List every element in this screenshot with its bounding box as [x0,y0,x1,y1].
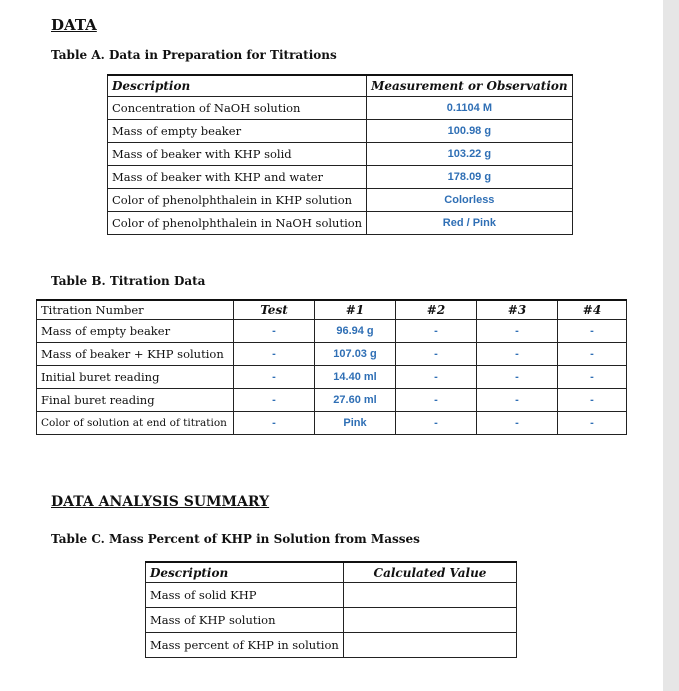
table-cell: Color of phenolphthalein in KHP solution [108,189,367,212]
table-value-cell[interactable]: Colorless [367,189,573,212]
scrollbar-track[interactable] [663,0,679,691]
table-value-cell[interactable]: Pink [315,412,396,435]
table-b-header-1: #1 [315,300,396,320]
table-cell: Mass of empty beaker [37,320,234,343]
table-b [36,299,627,435]
table-a-header-description: Description [108,75,367,97]
table-row [108,166,573,189]
table-value-cell[interactable]: - [558,389,627,412]
table-row [146,633,517,658]
table-row [108,97,573,120]
table-row [37,366,627,389]
table-row [37,343,627,366]
table-row [37,389,627,412]
table-row [146,583,517,608]
table-value-cell[interactable]: - [477,343,558,366]
table-value-cell[interactable]: - [234,412,315,435]
table-value-cell[interactable]: - [396,343,477,366]
table-row [108,189,573,212]
table-cell: Mass of empty beaker [108,120,367,143]
table-b-header-test: Test [234,300,315,320]
table-row [108,212,573,235]
table-b-header-4: #4 [558,300,627,320]
table-value-cell[interactable]: - [558,366,627,389]
table-cell: Mass of beaker + KHP solution [37,343,234,366]
table-value-cell[interactable]: 178.09 g [367,166,573,189]
table-row [108,143,573,166]
table-b-header-3: #3 [477,300,558,320]
table-value-cell[interactable] [344,583,517,608]
table-value-cell[interactable]: 14.40 ml [315,366,396,389]
table-value-cell[interactable]: - [396,366,477,389]
data-heading: DATA [51,16,97,34]
table-value-cell[interactable]: - [558,320,627,343]
table-cell: Color of solution at end of titration [37,412,234,435]
table-value-cell[interactable]: Red / Pink [367,212,573,235]
table-cell: Mass percent of KHP in solution [146,633,344,658]
table-cell: Mass of KHP solution [146,608,344,633]
table-cell: Color of phenolphthalein in NaOH solution [108,212,367,235]
table-value-cell[interactable]: 103.22 g [367,143,573,166]
table-cell: Mass of beaker with KHP solid [108,143,367,166]
table-b-header-2: #2 [396,300,477,320]
table-value-cell[interactable]: 100.98 g [367,120,573,143]
table-cell: Mass of solid KHP [146,583,344,608]
table-b-caption: Table B. Titration Data [51,274,206,288]
table-value-cell[interactable]: - [234,389,315,412]
table-b-header-titration-number: Titration Number [37,300,234,320]
table-value-cell[interactable]: - [477,366,558,389]
table-value-cell[interactable]: - [234,366,315,389]
table-c-caption: Table C. Mass Percent of KHP in Solution from Masses [51,532,420,546]
table-value-cell[interactable]: - [558,343,627,366]
table-value-cell[interactable]: 0.1104 M [367,97,573,120]
table-value-cell[interactable]: - [477,320,558,343]
table-row [37,412,627,435]
table-cell: Concentration of NaOH solution [108,97,367,120]
table-c-header-description: Description [146,562,344,583]
table-a-caption: Table A. Data in Preparation for Titrations [51,48,337,62]
table-value-cell[interactable] [344,608,517,633]
table-cell: Mass of beaker with KHP and water [108,166,367,189]
table-value-cell[interactable]: - [477,389,558,412]
table-c [145,561,517,658]
table-value-cell[interactable]: 107.03 g [315,343,396,366]
table-value-cell[interactable]: - [396,320,477,343]
table-a-header-measurement: Measurement or Observation [367,75,573,97]
table-cell: Final buret reading [37,389,234,412]
table-value-cell[interactable]: - [558,412,627,435]
table-value-cell[interactable]: - [396,389,477,412]
table-cell: Initial buret reading [37,366,234,389]
data-analysis-summary-heading: DATA ANALYSIS SUMMARY [51,494,270,510]
table-value-cell[interactable]: - [396,412,477,435]
table-row [146,608,517,633]
table-c-header-calculated-value: Calculated Value [344,562,517,583]
table-value-cell[interactable]: 27.60 ml [315,389,396,412]
table-value-cell[interactable]: - [234,320,315,343]
table-value-cell[interactable] [344,633,517,658]
table-value-cell[interactable]: - [477,412,558,435]
table-row [37,320,627,343]
table-value-cell[interactable]: 96.94 g [315,320,396,343]
table-a [107,74,573,235]
table-value-cell[interactable]: - [234,343,315,366]
table-row [108,120,573,143]
